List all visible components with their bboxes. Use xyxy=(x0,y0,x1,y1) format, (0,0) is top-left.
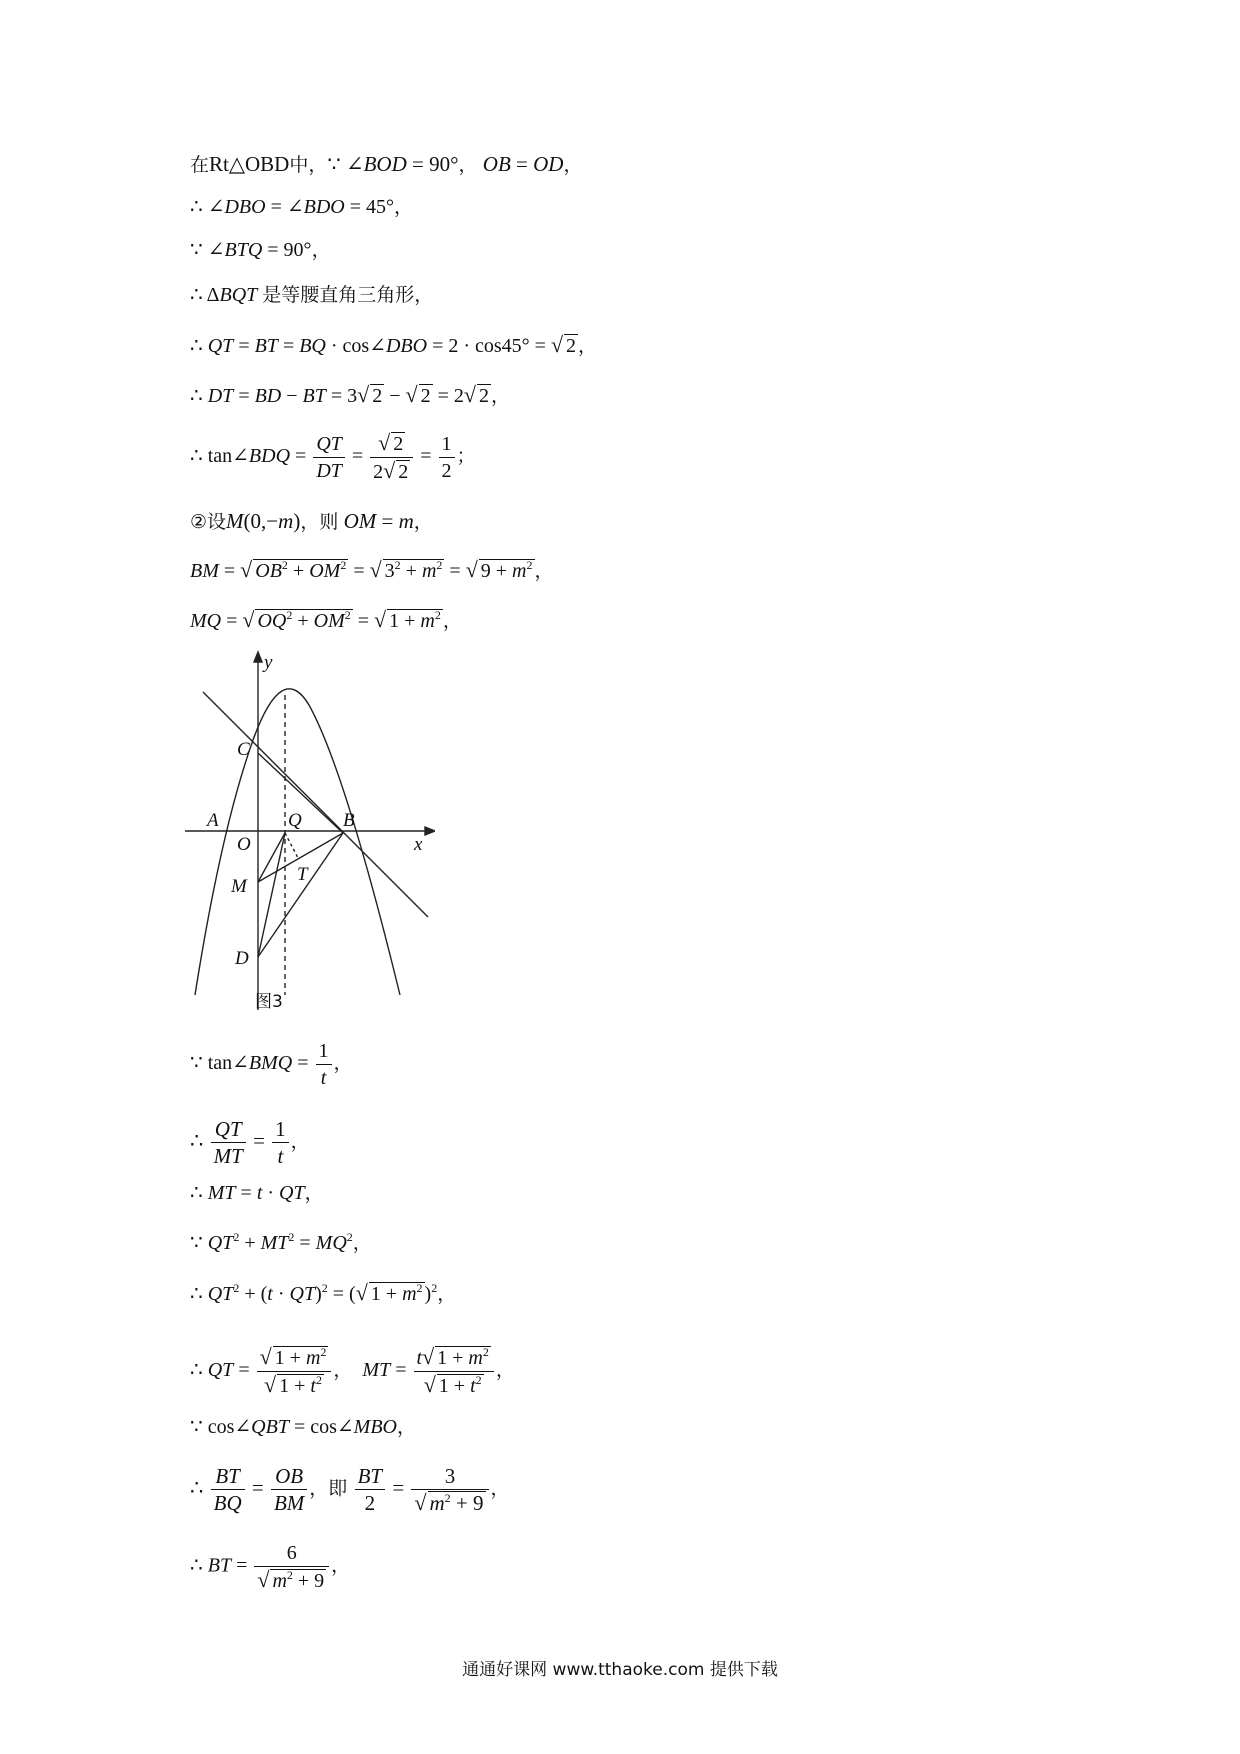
line-7: ∴ tan∠BDQ = $\frac{QT}{DT}$ = $\frac{√ 2}{2√ 2}$ = $\frac{1}{2}$ ； xyxy=(190,430,476,483)
page-footer: 通通好课网 www.tthaoke.com 提供下载 xyxy=(462,1660,778,1680)
line-17: ∵ cos∠QBT = cos∠MBO， xyxy=(190,1416,416,1438)
line-18: ∴ $\frac{BT}{BQ}$ = $\frac{OB}{BM}$ ，即 $\frac{BT}{2}$ = $\frac{3}{√ m^2 + 9}$ ， xyxy=(190,1464,510,1515)
coordinate-diagram xyxy=(185,650,435,1010)
line-10: MQ = √ $OQ^2 + OM^2$ = √ $1 + m^2$ ， xyxy=(190,607,462,632)
label-t: T xyxy=(297,864,308,885)
label-c: C xyxy=(237,739,250,760)
line-3: ∵ ∠BTQ = 90°， xyxy=(190,239,331,261)
label-y: y xyxy=(264,652,273,673)
segment-qt xyxy=(285,833,298,858)
line-11: ∵ tan∠BMQ = $\frac{1}{t}$ ， xyxy=(190,1040,353,1089)
y-axis-arrow xyxy=(254,652,262,662)
label-d: D xyxy=(235,948,249,969)
line-9: BM = √ $OB^2 + OM^2$ = √ $3^2 + m^2$ = √ $9 + m^2$ ， xyxy=(190,557,554,582)
parabola xyxy=(195,689,400,995)
line-12: ∴ $\frac{QT}{MT}$ = $\frac{1}{t}$ ， xyxy=(190,1117,310,1168)
line-4: ∴ ΔBQT 是等腰直角三角形， xyxy=(190,284,434,306)
line-15: ∴ $QT^2 + (t \cdot QT)^2$ = (√ $1 + m^2$ )$^2$， xyxy=(190,1280,457,1305)
line-2: ∴ ∠DBO = ∠BDO = 45°， xyxy=(190,196,414,218)
line-8: ②设M(0,−m)，则 OM = m， xyxy=(190,509,433,533)
segment-db xyxy=(258,833,343,957)
x-axis-arrow xyxy=(425,827,435,835)
label-b: B xyxy=(343,810,355,831)
line-5: ∴ QT = BT = BQ · cos∠DBO = 2 · cos45° = √ 2 ， xyxy=(190,332,598,357)
line-6: ∴ DT = BD − BT = 3√ 2 − √ 2 = 2√ 2 ， xyxy=(190,382,510,407)
line-1: 在Rt△OBD中，∵ ∠BOD = 90°， OB = OD， xyxy=(190,152,583,176)
line-19: ∴ BT = $\frac{6}{√ m^2 + 9}$ ， xyxy=(190,1542,351,1592)
label-o: O xyxy=(237,834,251,855)
label-x: x xyxy=(414,834,423,855)
label-q: Q xyxy=(288,810,302,831)
label-a: A xyxy=(207,810,219,831)
label-m: M xyxy=(231,876,247,897)
line-16: ∴ QT = $\frac{√ 1 + m^2}{√ 1 + t^2}$ ， MT = $\frac{t√ 1 + m^2}{√ 1 + t^2}$ ， xyxy=(190,1344,515,1397)
line-14: ∵ $QT^2 + MT^2 = MQ^2$， xyxy=(190,1230,372,1254)
figure-caption: 图3 xyxy=(255,992,283,1010)
line-13: ∴ MT = t · QT， xyxy=(190,1182,324,1204)
